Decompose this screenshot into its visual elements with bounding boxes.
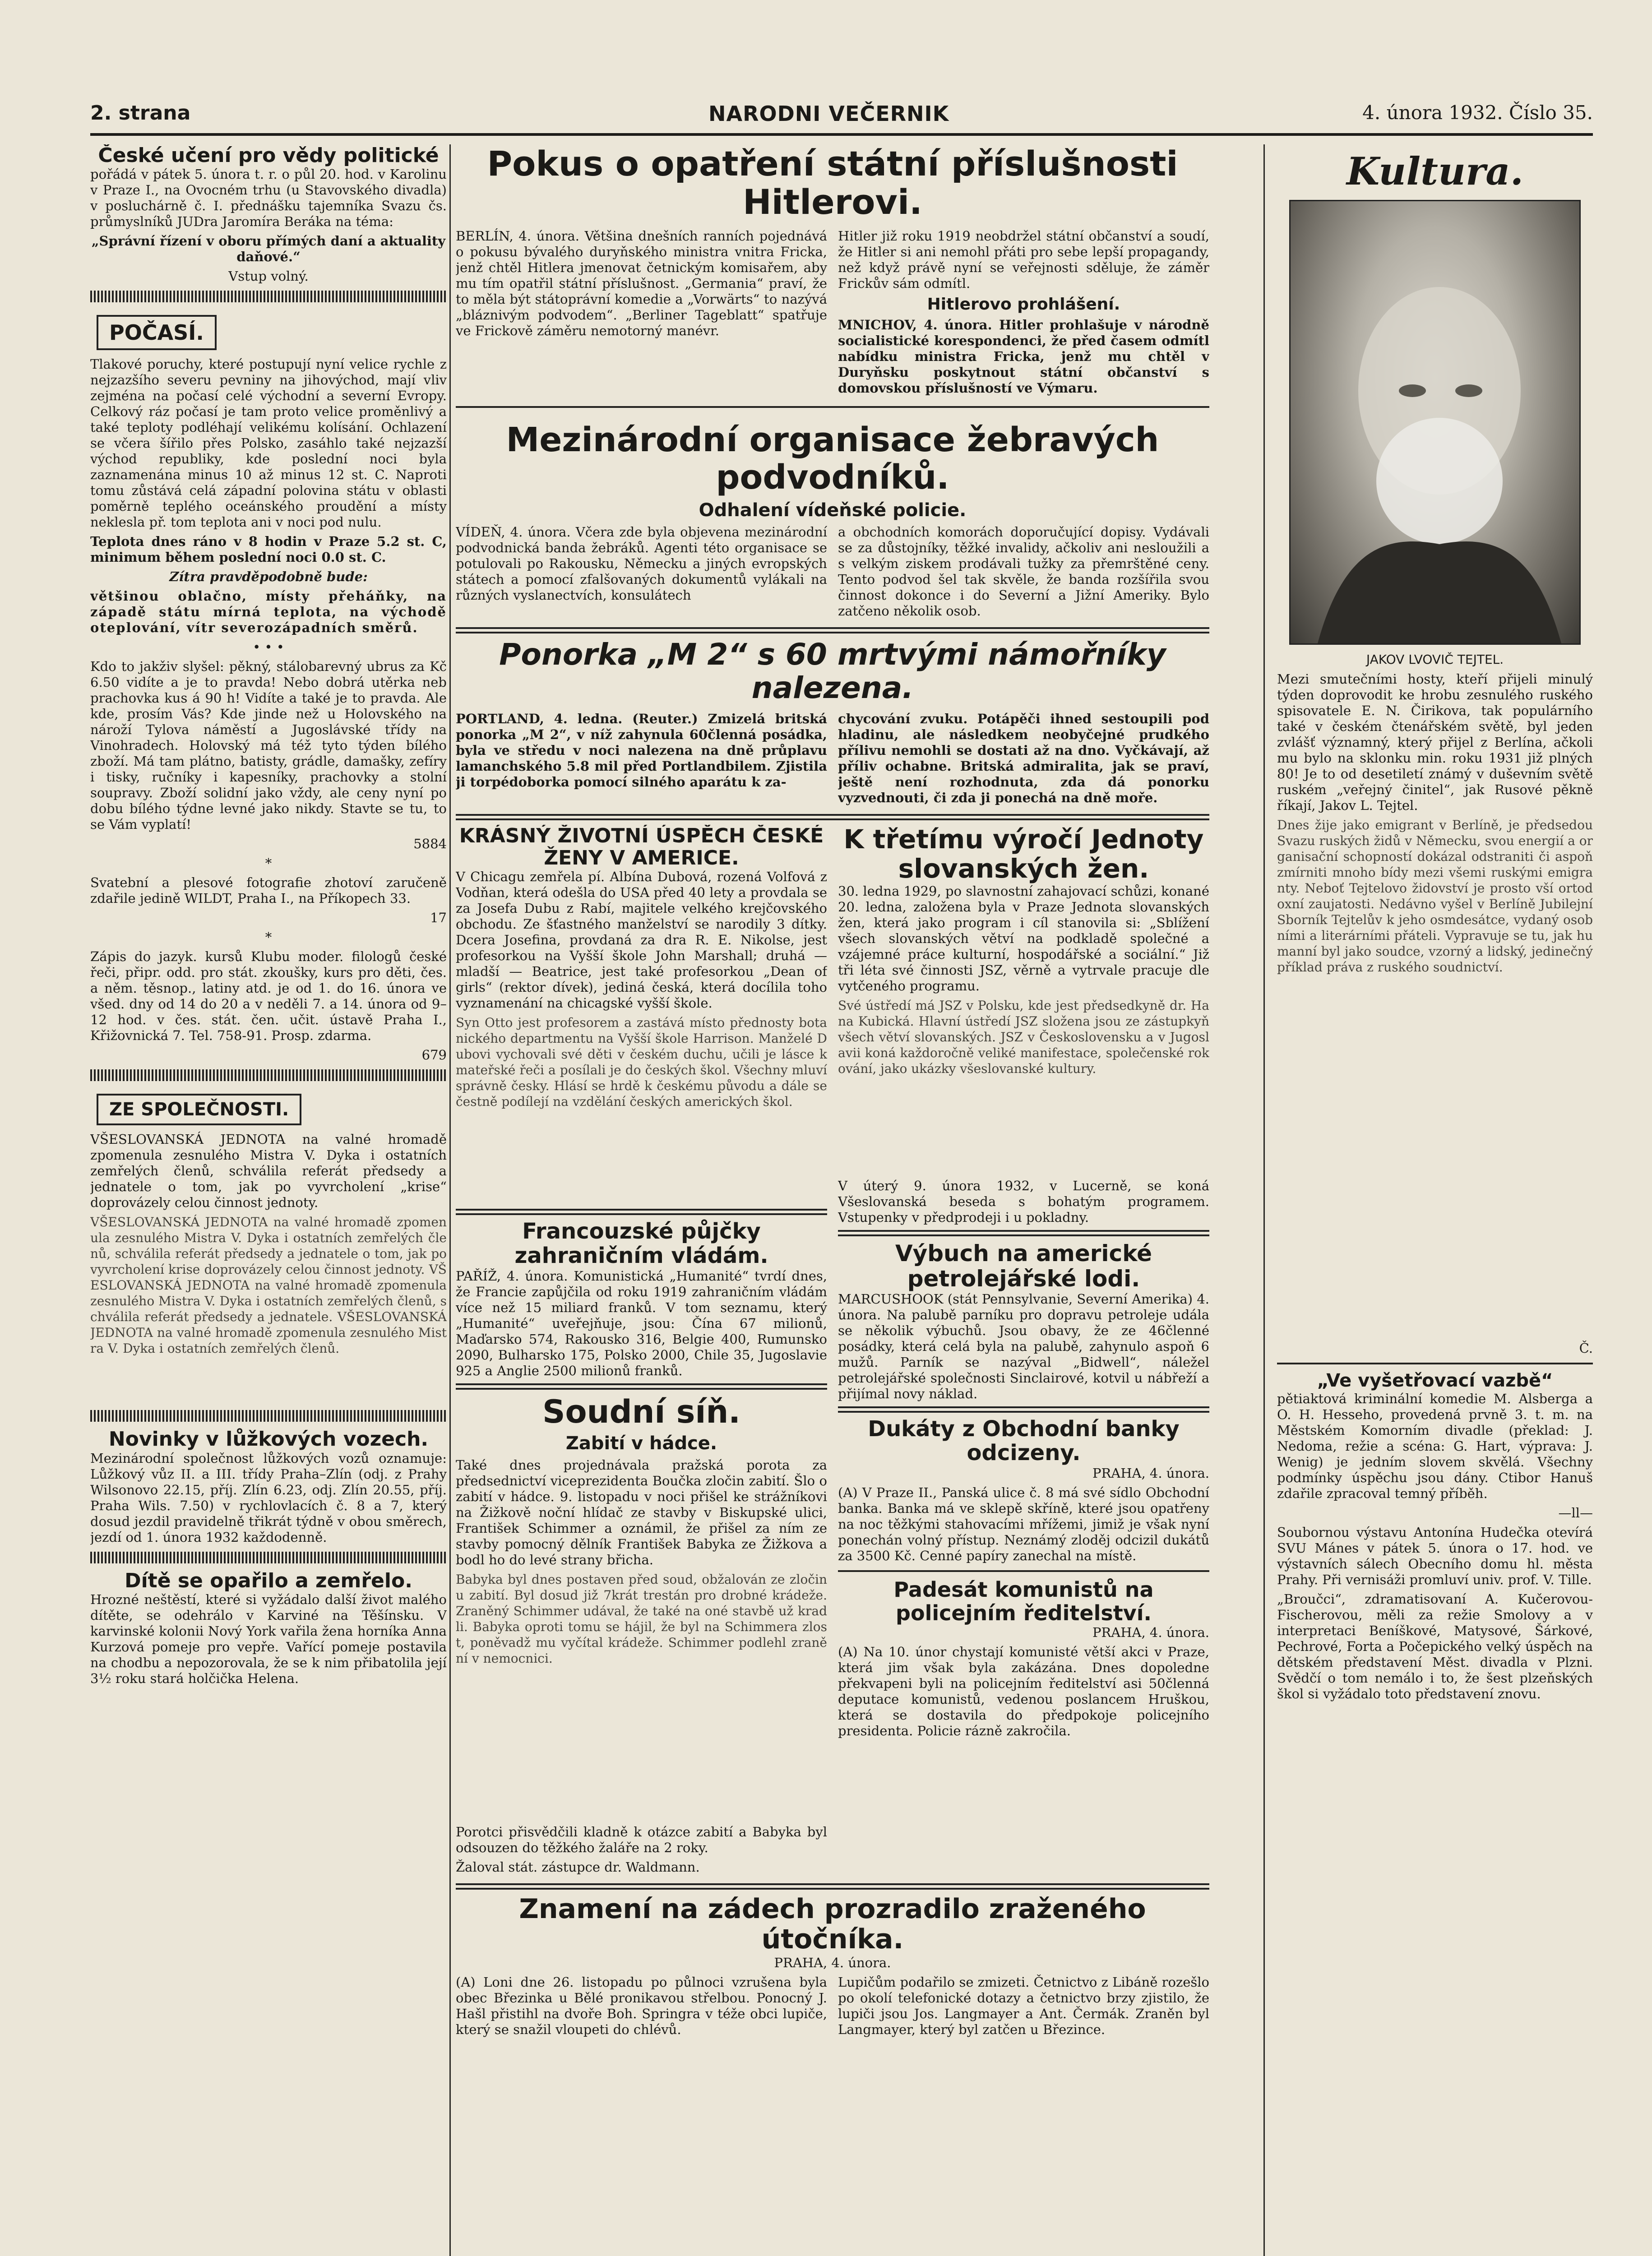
- ad-code: 5884: [413, 836, 447, 852]
- weather-temp: Teplota dnes ráno v 8 hodin v Praze 5.2 st. C, minimum během poslední noci 0.0 st. C.: [90, 534, 447, 565]
- article-title: Padesát komunistů na policejním ředitelství.: [893, 1577, 1154, 1625]
- column-left: [90, 144, 447, 2256]
- article-text: Porotci přisvědčili kladně k otázce zabití a Babyka byl odsouzen do těžkého žaláře na 2 roky.: [456, 1824, 827, 1856]
- ad-text: Kdo to jakživ slyšel: pěkný, stálobarevný ubrus za Kč 6.50 vidíte a je to pravda! Nebo dobrá utěrka neb prachovka kus á 90 h! Vidíte a také je to pravda. Ale kde, prosím Vás? Kde jinde než u Holovského na nároží Tylova náměstí a Jugoslávské třídy na Vinohradech. Holovský má též tyto týden bílého zboží. Má tam plátno, batisty, grádle, damašky, zefíry i tisky, ručníky i kapesníky, prachovky a stolní soupravy. Zboží solidní jako vždy, ale ceny nyní po dobu bílého týdne levné jako nikdy. Stavte se tu, to se Vám vyplatí!: [90, 659, 447, 832]
- beggars-col-left: [456, 524, 827, 623]
- article-text: a obchodních komorách doporučující dopisy. Vydávali se za důstojníky, těžké invalidy, ačkoliv ani nesloužili a s velkým ziskem prodávali tužky za přemrštěné ceny. Tento podvod šel tak skvěle, že banda rozšířila svou činnost dokonce i do Severní a Jižní Ameriky. Bylo zatčeno několik osob.: [838, 524, 1209, 619]
- article-text-continued: Dnes žije jako emigrant v Berlíně, je předsedou Svazu ruských židů v Německu, svou energií a organisační schopností dokázal odstraniti či aspoň zmírniti mnoho bídy mezi všemi ruskými emigranty. Neboť Tejtelovo židovství je prosto vší ortodoxní zaujatosti. Nedávno vyšel v Berlíně Jubilejní Sborník Tejtelův k jeho osmdesátce, vydaný osobními a literárními přáteli. Vypravuje se tu, jak humanní byl jako soudce, vzorný a lidský, jedinečný příklad práva z ruského soudnictví.: [1277, 818, 1593, 975]
- dateline: PRAHA, 4. února.: [774, 1955, 891, 1970]
- separator: [90, 1410, 447, 1422]
- article-text: 30. ledna 1929, po slavnostní zahajovací schůzi, konané 20. ledna, založena byla v Praze Jednota slovanských žen, která jako program i cíl stanovila si: „Sblížení všech slovanských větví na podkladě společné a vzájemné práce kulturní, hospodářské a sociální.“ Již tři léta své činnosti JSZ, věrně a vytrvale pracuje dle vytčeného programu.: [838, 883, 1209, 994]
- column-right: [1277, 149, 1593, 2256]
- entry-note: Vstup volný.: [228, 268, 309, 284]
- beggars-col-right: [838, 524, 1209, 623]
- article-text: (A) V Praze II., Panská ulice č. 8 má své sídlo Obchodní banka. Banka má ve sklepě skříně, které jsou opatřeny na noc těžkými stahovacími mřížemi, jimiž je však nyní ponechán volný přístup. Neznámý zloděj odcizil dukátů za 3500 Kč. Cenné papíry zanechal na místě.: [838, 1485, 1209, 1564]
- article-text: pořádá v pátek 5. února t. r. o půl 20. hod. v Karolinu v Praze I., na Ovocném trhu (u Stavovského divadla) v posluchárně č. I. přednášku tajemníka Svazu čs. průmyslníků JUDra Jaromíra Beráka na téma:: [90, 166, 447, 230]
- lecture-topic: „Správní řízení v oboru přímých daní a aktuality daňové.“: [91, 233, 446, 265]
- separator: [90, 1069, 447, 1081]
- article-text-continued: Babyka byl dnes postaven před soud, obžalován ze zločinu zabití. Byl dosud již 7krát trestán pro drobné krádeže. Zraněný Schimmer udával, že také na oné stavbě už kradli. Babyka oproti tomu se hájil, že byl na Schimmera zlost, poněvadž mu vyčítal krádeže. Schimmer podlehl zranění v nemocnici.: [456, 1572, 827, 1666]
- article-title: K třetímu výročí Jednoty slovanských žen.: [843, 824, 1204, 884]
- attacker-col-left: [456, 1974, 827, 2041]
- submarine-col-left: [456, 711, 827, 809]
- rule: [838, 1406, 1209, 1413]
- article-text: V úterý 9. února 1932, v Lucerně, se koná Všeslovanská beseda s bohatým programem. Vstupenky v předprodeji i u pokladny.: [838, 1178, 1209, 1225]
- headline-hitler: Pokus o opatření státní příslušnosti Hitlerovi.: [487, 144, 1178, 222]
- rule: [456, 1383, 827, 1390]
- submarine-col-right: [838, 711, 1209, 809]
- portrait-photo: [1289, 200, 1581, 645]
- paper-title: NARODNI VEČERNIK: [708, 102, 949, 126]
- submarine-columns: [456, 711, 1209, 809]
- hitler-col-right: [838, 228, 1209, 400]
- article-text: Mezinárodní společnost lůžkových vozů oznamuje: Lůžkový vůz II. a III. třídy Praha–Zlín (odj. z Prahy Wilsonovo 22.15, příj. Zlín 6.23, odj. Zlín 20.55, příj. Praha Wils. 7.50) v rychlovlacích č. 8 a 7, který dosud jezdil pravidelně třikrát týdně v obou směrech, jezdí od 1. února 1932 každodenně.: [90, 1450, 447, 1545]
- masthead: [90, 102, 1593, 136]
- rule: [456, 814, 1209, 820]
- dateline: PRAHA, 4. února.: [1092, 1465, 1209, 1481]
- forecast-text: většinou oblačno, místy přeháňky, na západě státu mírná teplota, na východě oteplování, vítr severozápadních směrů.: [90, 588, 447, 636]
- article-title: Francouzské půjčky zahraničním vládám.: [514, 1219, 768, 1269]
- article-text: Lupičům podařilo se zmizeti. Četnictvo z Libáně rozešlo po okolí telefonické dotazy a četnictvo brzy zjistilo, že lupiči jsou Jos. Langmayer a Ant. Čermák. Zraněn byl Langmayer, který byl zatčen u Březince.: [838, 1974, 1209, 2037]
- article-text: BERLÍN, 4. února. Většina dnešních ranních pojednává o pokusu bývalého duryňského ministra vnitra Fricka, jenž chtěl Hitlera jmenovat četnickým komisařem, aby mu tím opatřil státní příslušnost. „Germania“ praví, že to měla být státoprávní komedie a „Vorwärts“ to nazývá „bláznivým podvodem“. „Berliner Tageblatt“ spatřuje ve Frickově záměru nemotorný manévr.: [456, 228, 827, 339]
- lower-col-right: [838, 825, 1209, 1879]
- article-text: pětiaktová kriminální komedie M. Alsberga a O. H. Hesseho, provedená prvně 3. t. m. na Městském Komorním divadle (překlad: J. Nedoma, režie a scéna: G. Hart, výprava: J. Wenig) je jedním slovem skvělá. Všechny podmínky úspěchu jsou dány. Ctibor Hanuš zdařile zpracoval temný příběh.: [1277, 1391, 1593, 1501]
- forecast-title: Zítra pravděpodobně bude:: [169, 569, 368, 585]
- rule: [456, 406, 1209, 408]
- article-text: PAŘÍŽ, 4. února. Komunistická „Humanité“ tvrdí dnes, že Francie zapůjčila od roku 1919 zahraničním vládám více než 15 miliard franků. V tom seznamu, který „Humanité“ uveřejňuje, jsou: Čína 67 milionů, Maďarsko 574, Rakousko 316, Belgie 400, Rumunsko 2090, Bulharsko 175, Polsko 2000, Chile 35, Jugoslavie 925 a Anglie 2500 milionů franků.: [456, 1268, 827, 1378]
- headline-attacker: Znamení na zádech prozradilo zraženého útočníka.: [519, 1893, 1146, 1956]
- article-text: (A) Na 10. únor chystají komunisté větší akci v Praze, která jim však byla zakázána. Dnes dopoledne překvapeni byli na policejním ředitelství asi 50členná deputace komunistů, vedenou poslancem Hruškou, která se dostavila do předpokoje policejního presidenta. Policie rázně zakročila.: [838, 1644, 1209, 1739]
- rule: [838, 1230, 1209, 1236]
- article-title: Soudní síň.: [542, 1393, 740, 1430]
- attacker-columns: [456, 1974, 1209, 2041]
- course-ad-text: Zápis do jazyk. kursů Klubu moder. filologů české řeči, připr. odd. pro stát. zkoušky, kurs pro děti, čes. a něm. těsnop., latiny atd. je od 1. do 16. února ve všed. dny od 14 do 20 a v neděli 7. a 14. února od 9–12 hod. v čes. stát. čen. učit. ústavě Praha I., Křižovnická 7. Tel. 758-91. Prosp. zdarma.: [90, 949, 447, 1044]
- prosecutor: Žaloval stát. zástupce dr. Waldmann.: [456, 1859, 700, 1875]
- rule: [456, 1883, 1209, 1890]
- section-head-culture: Kultura.: [1347, 149, 1523, 194]
- article-text: V Chicagu zemřela pí. Albína Dubová, rozená Volfová z Vodňan, která odešla do USA před 40 lety a provdala se za Josefa Dubu z Rabí, majitele velkého krejčovského obchodu. Ze šťastného manželství se narodily 3 dítky. Dcera Josefina, provdaná za dra R. E. Nikolse, jest profesorkou na Vyšší škole John Marshall; druhá — mladší — Beatrice, jest také profesorkou „Dean of girls“ (rektor dívek), jediná česká, která docílila toho vyznamenání na chicagské vyšší škole.: [456, 869, 827, 1011]
- article-text: MARCUSHOOK (stát Pennsylvanie, Severní Amerika) 4. února. Na palubě parníku pro dopravu petroleje udála se několik výbuchů. Jsou obavy, že ze 46členné posádky, která celá byla na palubě, zahynulo aspoň 6 mužů. Parník se nazýval „Bidwell“, náležel petrolejářské společnosti Sinclairové, kotvil u nábřeží a přijímal novy náklad.: [838, 1291, 1209, 1401]
- article-title: „Ve vyšetřovací vazbě“: [1317, 1370, 1553, 1391]
- course-ad-code: 679: [421, 1047, 447, 1063]
- subhead: Zabití v hádce.: [565, 1433, 717, 1454]
- signature: —ll—: [1558, 1505, 1593, 1521]
- society-text: VŠESLOVANSKÁ JEDNOTA na valné hromadě zpomenula zesnulého Mistra V. Dyka i ostatních zemřelých členů, schválila referát předsedy a jednatele o tom, jak po vyvrcholení „krise“ doprovázely celou činnost jednoty.: [90, 1132, 447, 1211]
- attacker-col-right: [838, 1974, 1209, 2041]
- article-text: „Broučci“, zdramatisovaní A. Kučerovou-Fischerovou, měli za režie Smolovy a v interpretaci Beníškové, Matysové, Šárkové, Pechrové, Forta a Počepického velký úspěch na dětském představení Měst. divadla v Plzni. Svědčí o tom nemálo i to, že šest plzeňských škol si vyžádalo toto představení znovu.: [1277, 1591, 1593, 1701]
- rule: [456, 1209, 827, 1215]
- article-text: Hrozné neštěstí, které si vyžádalo další život malého dítěte, se odehrálo v Karviné na Těšínsku. V karvinské kolonii Nový York vařila žena horníka Anna Kurzová pomeje pro vepře. Vařící pomeje postavila na chodbu a nepozorovala, že se k nim přibatolila její 3½ roku stará holčička Helena.: [90, 1591, 447, 1686]
- rule: [838, 1570, 1209, 1572]
- column-rule: [1263, 144, 1265, 2256]
- headline-beggars: Mezinárodní organisace žebravých podvodníků.: [506, 421, 1159, 497]
- article-text: MNICHOV, 4. února. Hitler prohlašuje v národně socialistické korespondenci, že před časem odmítl nabídku ministra Fricka, jenž mu chtěl v Duryňsku poskytnout státní občanství s domovskou příslušností ve Výmaru.: [838, 317, 1209, 396]
- portrait-caption: JAKOV LVOVIČ TEJTEL.: [1366, 652, 1504, 667]
- article-title: Dukáty z Obchodní banky odcizeny.: [868, 1416, 1180, 1466]
- page-label: 2. strana: [90, 102, 191, 125]
- hitler-columns: [456, 228, 1209, 400]
- article-text: PORTLAND, 4. ledna. (Reuter.) Zmizelá britská ponorka „M 2“, v níž zahynula 60členná posádka, byla ve středu v noci nalezena na dně průplavu lamanchského 5.8 mil před Portlandbilem. Zjistila ji torpédoborka pomocí silného aparátu k za-: [456, 711, 827, 790]
- beggars-columns: [456, 524, 1209, 623]
- hitler-col-left: [456, 228, 827, 400]
- article-text-continued: Své ústředí má JSZ v Polsku, kde jest předsedkyně dr. Hana Kubická. Hlavní ústředí JSZ složena jsou ze zástupkyň všech větví slovanských. JSZ v Československu a v Jugoslavii koná každoročně veliké manifestace, společenské rokování, jako ukázky všeslovanské kultury.: [838, 998, 1209, 1076]
- article-title: České učení pro vědy politické: [98, 144, 439, 167]
- lower-col-left: [456, 825, 827, 1879]
- photo-ad-code: 17: [430, 910, 447, 926]
- article-title: Výbuch na americké petrolejářské lodi.: [895, 1240, 1152, 1292]
- signature: Č.: [1579, 1341, 1593, 1356]
- article-title: KRÁSNÝ ŽIVOTNÍ ÚSPĚCH ČESKÉ ŽENY V AMERICE.: [459, 824, 824, 870]
- subhead: Odhalení vídeňské policie.: [699, 499, 967, 521]
- weather-text: Tlakové poruchy, které postupují nyní velice rychle z nejzazšího severu pevniny na jihovýchod, mají vliv zejména na počasí celé východní a severní Evropy. Celkový ráz počasí je tam proto velice proměnlivý a také teploty podléhají velikému kolísání. Ochlazení se včera šířilo přes Polsko, zasáhlo také nejzazší východ republiky, kde poslední noci byla zaznamenána minus 10 až minus 12 st. C. Naproti tomu zůstává celá západní polovina státu v oblasti poměrně teplého oceánského proudění a místy neklesla př. tom teplota ani v noci pod nulu.: [90, 356, 447, 530]
- portrait-figure: [1291, 201, 1579, 643]
- article-text: Soubornou výstavu Antonína Hudečka otevírá SVU Mánes v pátek 5. února o 17. hod. ve výstavních sálech Obecního domu hl. města Prahy. Při vernisáži promluví univ. prof. V. Tille.: [1277, 1524, 1593, 1587]
- section-head-weather: POČASÍ.: [97, 315, 217, 350]
- ornament: *: [265, 855, 272, 871]
- ornament: *: [265, 929, 272, 945]
- article-text: VÍDEŇ, 4. února. Včera zde byla objevena mezinárodní podvodnická banda žebráků. Agenti této organisace se potulovali po Rakousku, Německu a jiných evropských státech a pomocí zfalšovaných dokumentů vylákali na různých vyslanectvích, konsulátech: [456, 524, 827, 603]
- article-text: Mezi smutečními hosty, kteří přijeli minulý týden doprovodit ke hrobu zesnulého ruského spisovatele E. N. Čirikova, tak populárního také v českém čtenářském světě, byl jeden zvlášť významný, který přijel z Berlína, ačkoli mu bylo na sklonku min. roku 1931 již plných 80! Je to od desetiletí známý v duševním světě ruském „veřejný činitel“, jak Rusové pěkně říkají, Jakov L. Tejtel.: [1277, 671, 1593, 813]
- society-text-continued: VŠESLOVANSKÁ JEDNOTA na valné hromadě zpomenula zesnulého Mistra V. Dyka i ostatních zemřelých členů, schválila referát předsedy a jednatele o tom, jak po vyvrcholení krise doprovázely celou činnost jednoty. VŠESLOVANSKÁ JEDNOTA na valné hromadě zpomenula zesnulého Mistra V. Dyka i ostatních zemřelých členů, schválila referát předsedy a jednatele. VŠESLOVANSKÁ JEDNOTA na valné hromadě zpomenula zesnulého Mistra V. Dyka i ostatních zemřelých členů.: [90, 1215, 447, 1356]
- article-text: Také dnes projednávala pražská porota za předsednictví viceprezidenta Boučka zločin zabití. Šlo o zabití v hádce. 9. listopadu v noci přišel ke strážníkovi na Žižkově noční hlídač ze stavby v Biskupské ulici, František Schimmer a oznámil, že přišel za ním ze stavby pomocný dělník František Babyka ze Žižkova a bodl ho do levé strany břicha.: [456, 1457, 827, 1568]
- article-text: Hitler již roku 1919 neobdržel státní občanství a soudí, že Hitler si ani nemohl přáti pro sebe lepší propagandy, než když právě nyní se veřejnosti sděluje, že záměr Frickův sám odmítl.: [838, 228, 1209, 291]
- headline-submarine: Ponorka „M 2“ s 60 mrtvými námořníky nalezena.: [499, 637, 1166, 705]
- article-text-continued: Syn Otto jest profesorem a zastává místo přednosty botanického departmentu na Vyšší škole Harrison. Manželé Dubovi vychovali své děti v českém duchu, učili je lásce k mateřské řeči a posílali je do českých škol. Všechny mluví správně česky. Hlásí se hrdě k českému původu a dále se čestně podílejí na vzdělání českých amerických škol.: [456, 1015, 827, 1110]
- article-text: chycování zvuku. Potápěči ihned sestoupili pod hladinu, ale následkem neobyčejné prudkého přílivu nemohli se dostati až na dno. Vyčkávají, až příliv ochabne. Britská admiralita, jak se praví, ještě není rozhodnuta, zda dá ponorku vyzvednouti, či zda ji ponechá na dně moře.: [838, 711, 1209, 805]
- rule: [456, 627, 1209, 633]
- article-title: Dítě se opařilo a zemřelo.: [125, 1569, 412, 1592]
- lower-columns: [456, 825, 1209, 1879]
- separator: [90, 1552, 447, 1563]
- article-title: Novinky v lůžkových vozech.: [108, 1428, 429, 1451]
- ornament: • • •: [253, 639, 284, 655]
- subhead: Hitlerovo prohlášení.: [927, 295, 1120, 314]
- rule: [1277, 1363, 1593, 1364]
- column-rule: [449, 144, 451, 2256]
- separator: [90, 291, 447, 302]
- article-text: (A) Loni dne 26. listopadu po půlnoci vzrušena byla obec Březinka u Bělé pronikavou střelbou. Ponocný J. Hašl přistihl na dvoře Boh. Springra v téže obci lupiče, který se snažil vloupeti do chlévů.: [456, 1974, 827, 2037]
- dateline: PRAHA, 4. února.: [1092, 1625, 1209, 1641]
- column-middle: [456, 144, 1209, 2256]
- photo-ad-text: Svatební a plesové fotografie zhotoví zaručeně zdařile jedině WILDT, Praha I., na Příkopech 33.: [90, 875, 447, 906]
- section-head-society: ZE SPOLEČNOSTI.: [97, 1094, 301, 1125]
- date-issue: 4. února 1932. Číslo 35.: [1362, 102, 1593, 124]
